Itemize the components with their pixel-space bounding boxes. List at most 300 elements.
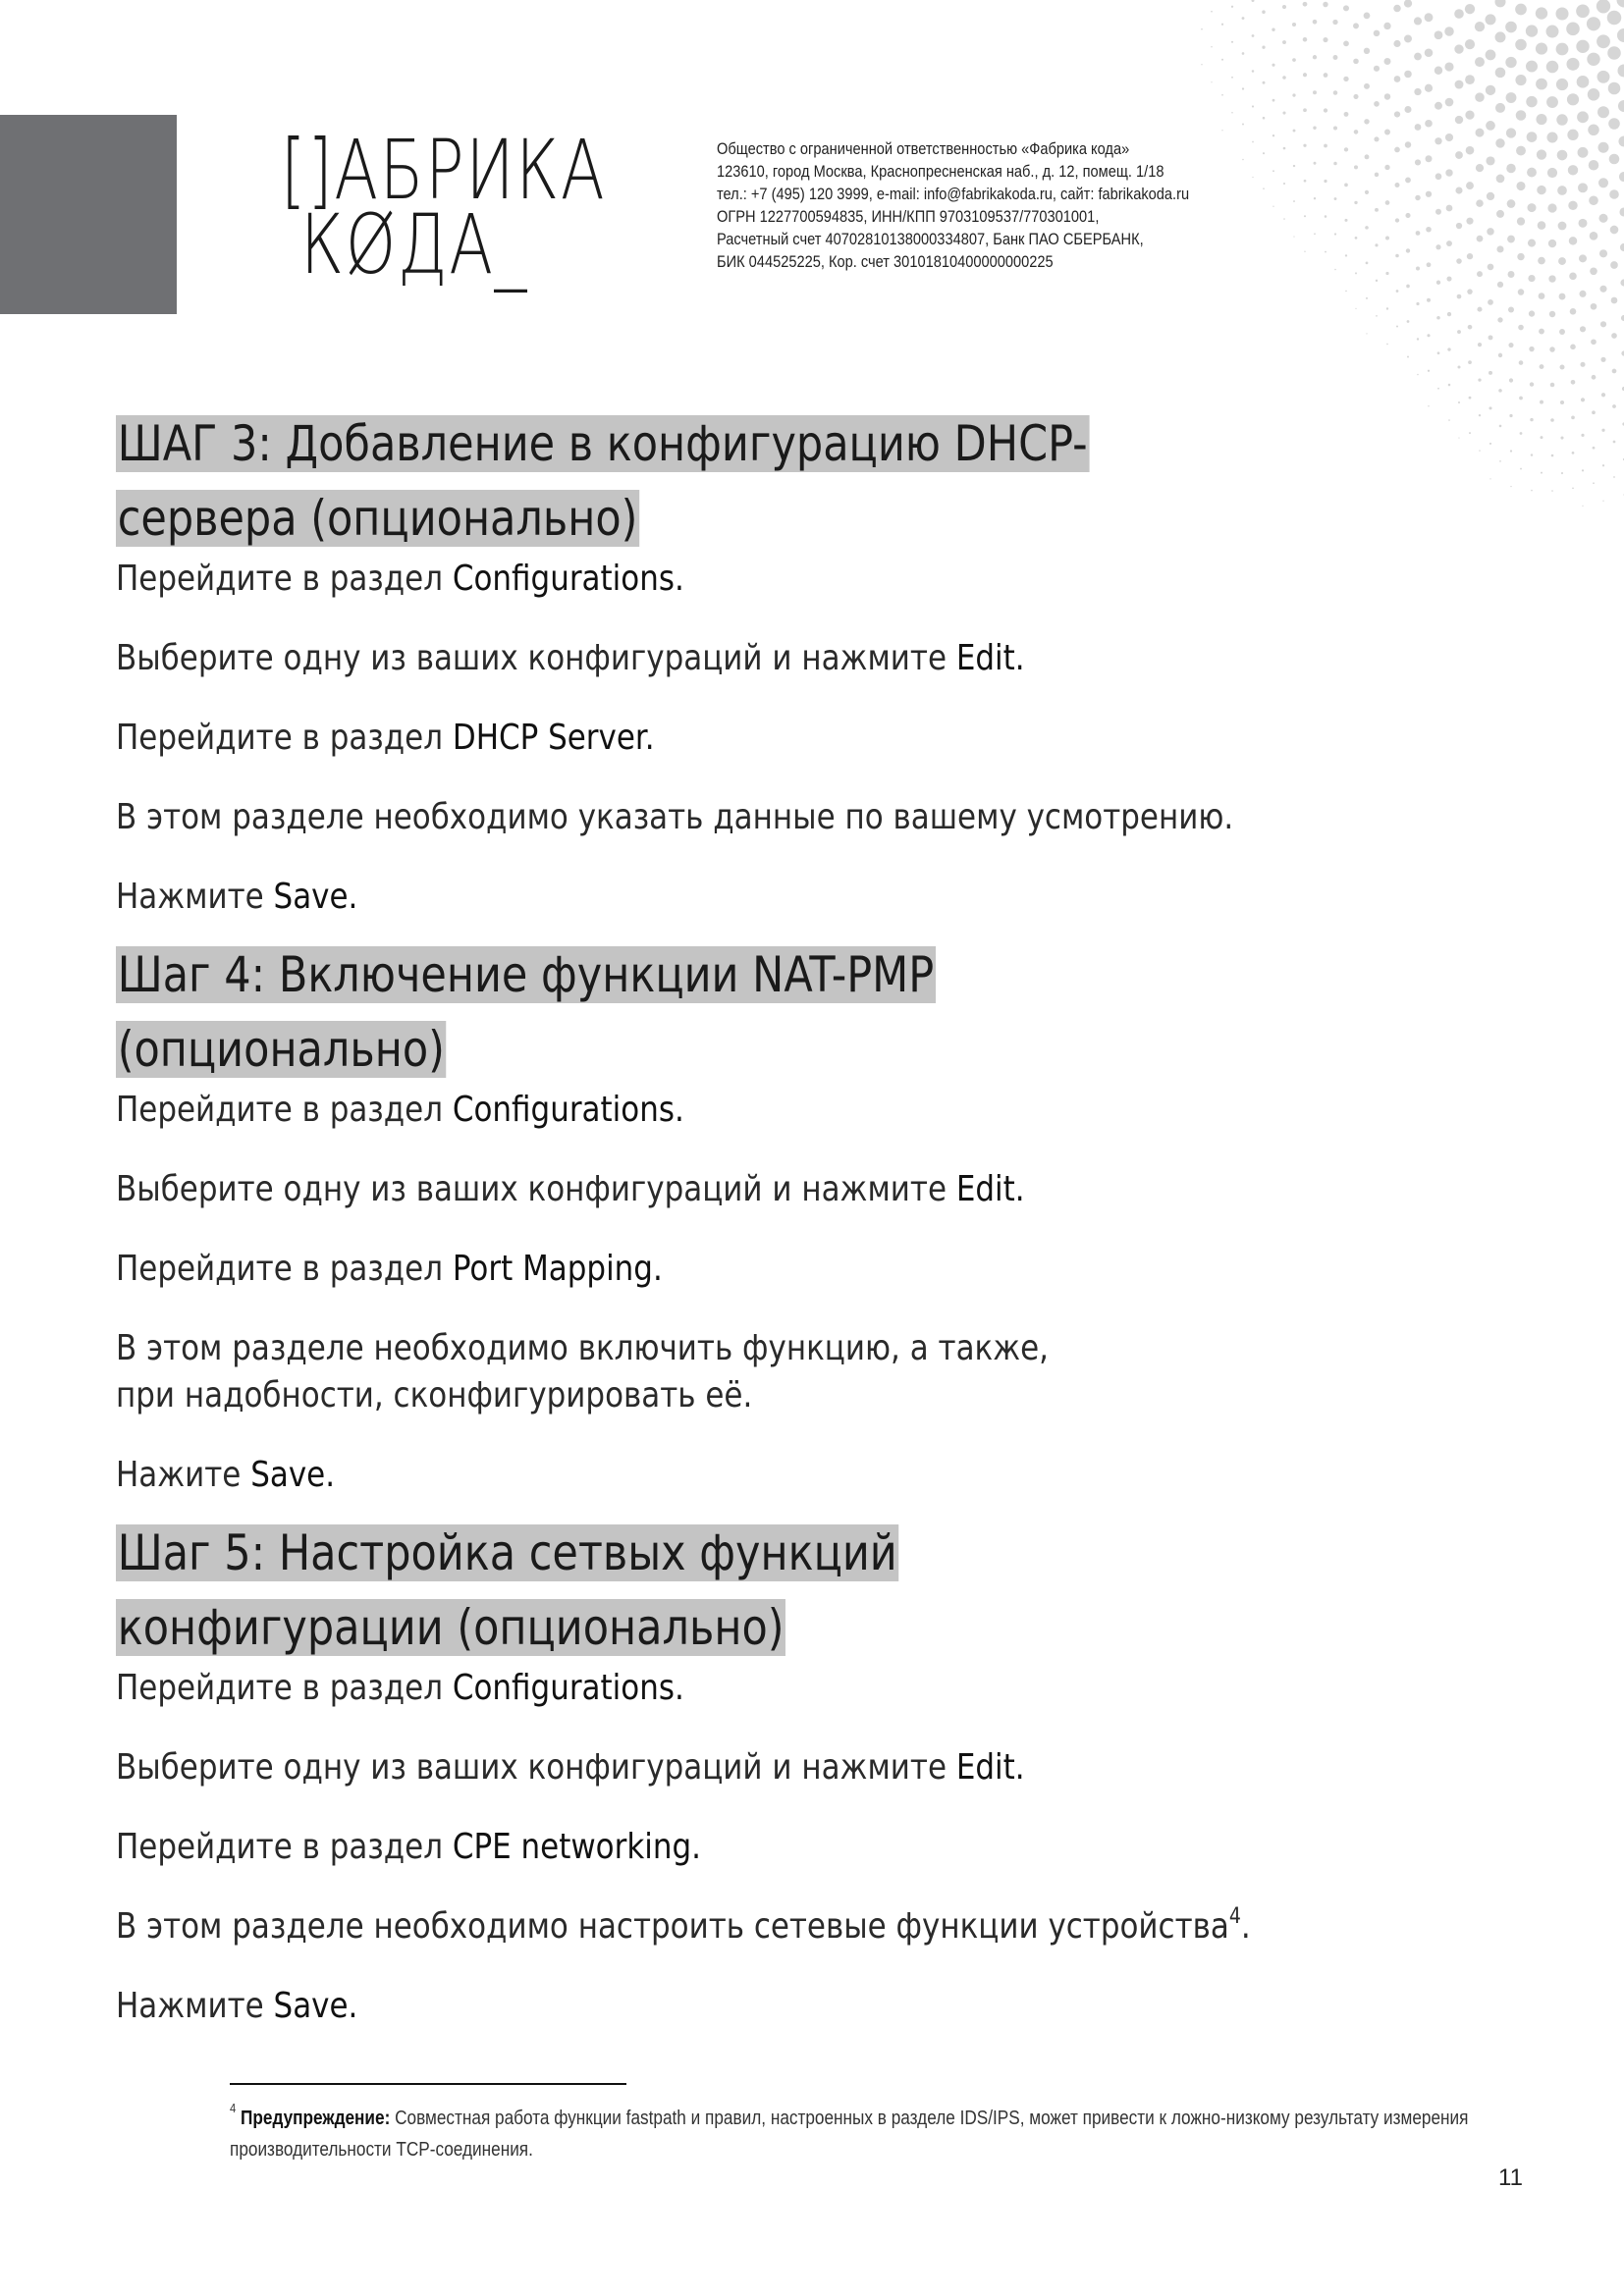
decoration-dot xyxy=(1576,40,1589,53)
instruction-text: Выберите одну из ваших конфигураций и нажмите xyxy=(116,1169,956,1209)
decoration-dot xyxy=(1416,302,1419,305)
decoration-dot xyxy=(1242,52,1245,55)
decoration-dot xyxy=(1425,48,1434,57)
decoration-dot xyxy=(1588,88,1599,100)
decoration-dot xyxy=(1497,317,1502,322)
company-line: ОГРН 1227700594835, ИНН/КПП 9703109537/770301001, xyxy=(717,207,1100,226)
decoration-dot xyxy=(1415,195,1420,200)
decoration-dot xyxy=(1546,96,1558,108)
instruction-text: Выберите одну из ваших конфигураций и нажмите xyxy=(116,1747,956,1788)
decoration-dot xyxy=(1385,272,1388,275)
decoration-dot xyxy=(1476,164,1484,172)
decoration-dot xyxy=(1537,186,1545,194)
decoration-dot xyxy=(1529,310,1535,316)
decoration-dot xyxy=(1231,112,1233,114)
decoration-dot xyxy=(1593,447,1596,450)
decoration-dot xyxy=(1375,243,1378,246)
decoration-dot xyxy=(1467,289,1472,294)
decoration-dot xyxy=(1396,325,1398,327)
decoration-dot xyxy=(1597,106,1609,118)
decoration-dot xyxy=(1436,281,1440,285)
decoration-dot xyxy=(1506,128,1516,137)
decoration-dot xyxy=(1528,240,1536,247)
decoration-dot xyxy=(1231,77,1233,79)
decoration-dot xyxy=(1272,99,1275,102)
decoration-dot xyxy=(1282,5,1286,9)
decoration-dot xyxy=(1384,130,1390,135)
decoration-dot xyxy=(1407,320,1410,323)
decoration-dot xyxy=(1519,397,1523,400)
decoration-dot xyxy=(1465,111,1474,120)
button-name: Edit. xyxy=(955,1169,1025,1209)
instruction-paragraph xyxy=(116,1665,1467,1712)
decoration-dot xyxy=(1478,343,1482,347)
decoration-dot xyxy=(1619,207,1624,216)
decoration-dot xyxy=(1578,183,1588,192)
decoration-dot xyxy=(1343,5,1349,11)
decoration-dot xyxy=(1560,400,1564,404)
decoration-dot xyxy=(1365,190,1369,194)
instruction-text: Нажмите xyxy=(116,877,274,917)
decoration-dot xyxy=(1569,273,1577,281)
decoration-dot xyxy=(1478,378,1481,381)
decoration-dot xyxy=(1455,187,1462,193)
decoration-dot xyxy=(1406,285,1410,289)
decoration-dot xyxy=(1516,146,1526,156)
header-gray-block xyxy=(0,115,177,314)
decoration-dot xyxy=(1597,142,1608,153)
decoration-dot xyxy=(1487,228,1494,236)
decoration-dot xyxy=(1231,41,1233,43)
decoration-dot xyxy=(1593,482,1595,484)
decoration-dot xyxy=(1252,0,1255,2)
decoration-dot xyxy=(1445,98,1454,107)
decoration-dot xyxy=(1527,132,1538,142)
decoration-dot xyxy=(1569,237,1578,245)
decoration-dot xyxy=(1437,388,1439,390)
decoration-dot xyxy=(1445,133,1453,141)
decoration-dot xyxy=(1374,66,1380,72)
section-heading-text: Шаг 5: Настройка сетвых функций конфигурации (опционально) xyxy=(117,1524,897,1656)
decoration-dot xyxy=(1609,154,1620,165)
decoration-dot xyxy=(1221,59,1223,61)
decoration-dot xyxy=(1428,370,1430,372)
decoration-dot xyxy=(1466,146,1475,155)
decoration-dot xyxy=(1272,27,1274,30)
decoration-dot xyxy=(1496,245,1503,252)
decoration-dot xyxy=(1579,291,1586,297)
decoration-dot xyxy=(1516,110,1527,121)
decoration-dot xyxy=(1458,366,1461,369)
decoration-dot xyxy=(1303,108,1307,112)
decoration-dot xyxy=(1404,0,1412,8)
decoration-dot xyxy=(1597,34,1610,48)
decoration-dot xyxy=(1303,37,1308,42)
decoration-dot xyxy=(1404,34,1412,42)
decoration-dot xyxy=(1323,2,1327,7)
decoration-dot xyxy=(1548,240,1556,247)
menu-item-name: Port Mapping. xyxy=(452,1249,663,1289)
decoration-dot xyxy=(1425,84,1433,92)
decoration-dot xyxy=(1386,344,1388,346)
decoration-dot xyxy=(1582,469,1584,471)
decoration-dot xyxy=(1505,57,1516,68)
decoration-dot xyxy=(1486,156,1494,165)
instruction-text-end: . xyxy=(1240,1906,1251,1947)
decoration-dot xyxy=(1541,436,1543,439)
decoration-dot xyxy=(1529,347,1534,351)
decoration-dot xyxy=(1546,133,1557,143)
decoration-dot xyxy=(1515,39,1527,51)
decoration-dot xyxy=(1506,164,1516,174)
decoration-dot xyxy=(1517,217,1525,225)
company-line: БИК 044525225, Кор. счет 30101810400000000225 xyxy=(717,252,1054,271)
decoration-dot xyxy=(1591,303,1597,310)
decoration-dot xyxy=(1447,312,1451,316)
button-name: Edit. xyxy=(955,638,1025,678)
decoration-dot xyxy=(1344,147,1348,151)
decoration-dot xyxy=(1559,329,1565,335)
decoration-dot xyxy=(1568,201,1577,210)
decoration-dot xyxy=(1427,262,1432,267)
decoration-dot xyxy=(1426,227,1432,233)
decoration-dot xyxy=(1263,81,1266,84)
decoration-dot xyxy=(1425,13,1434,22)
decoration-dot xyxy=(1598,214,1607,223)
decoration-dot xyxy=(1547,203,1556,212)
decoration-dot xyxy=(1496,210,1504,218)
instruction-paragraph xyxy=(116,1903,1467,1950)
instruction-text: Нажмите xyxy=(116,1986,274,2026)
decoration-dot xyxy=(1437,351,1440,354)
decoration-dot xyxy=(1345,254,1347,256)
decoration-dot xyxy=(1608,118,1620,130)
decoration-dot xyxy=(1558,257,1566,265)
decoration-dot xyxy=(1201,64,1202,65)
decoration-dot xyxy=(1579,219,1588,228)
decoration-dot xyxy=(1601,429,1604,432)
decoration-dot xyxy=(1384,93,1391,100)
instruction-paragraph xyxy=(116,1325,1078,1419)
company-line: 123610, город Москва, Краснопресненская наб., д. 12, помещ. 1/18 xyxy=(717,162,1164,181)
decoration-dot xyxy=(1334,269,1336,271)
decoration-dot xyxy=(1599,286,1606,293)
decoration-dot xyxy=(1447,347,1450,350)
footnote-reference[interactable]: 4 xyxy=(1228,1904,1241,1929)
decoration-dot xyxy=(1415,124,1422,131)
decoration-dot xyxy=(1345,291,1347,293)
decoration-dot xyxy=(1417,338,1419,340)
decoration-dot xyxy=(1610,261,1618,269)
decoration-dot xyxy=(1262,46,1265,49)
decoration-dot xyxy=(1475,22,1485,31)
decoration-dot xyxy=(1435,67,1442,75)
instruction-paragraph xyxy=(116,715,1467,762)
decoration-dot xyxy=(1376,315,1378,317)
decoration-dot xyxy=(1366,297,1368,299)
decoration-dot xyxy=(1365,154,1370,159)
decoration-dot xyxy=(1611,333,1617,339)
decoration-dot xyxy=(1303,2,1308,7)
decoration-dot xyxy=(1231,6,1233,8)
decoration-dot xyxy=(1435,137,1441,144)
decoration-dot xyxy=(1526,61,1538,73)
decoration-dot xyxy=(1343,77,1348,81)
decoration-dot xyxy=(1506,92,1517,103)
decoration-dot xyxy=(1581,398,1585,401)
decoration-dot xyxy=(1333,126,1337,130)
decoration-dot xyxy=(1519,360,1524,365)
decoration-dot xyxy=(1454,44,1463,53)
decoration-dot xyxy=(1354,201,1357,204)
decoration-dot xyxy=(1456,223,1462,229)
decoration-dot xyxy=(1507,199,1516,208)
decoration-dot xyxy=(1466,182,1474,189)
decoration-dot xyxy=(1353,23,1359,28)
decoration-dot xyxy=(1355,308,1356,309)
decoration-dot xyxy=(1571,415,1575,419)
decoration-dot xyxy=(1612,369,1617,374)
section-heading-text: ШАГ 3: Добавление в конфигурацию DHCP-сервера (опционально) xyxy=(117,415,1088,547)
instruction-paragraph xyxy=(116,1087,1467,1134)
instruction-paragraph xyxy=(116,1166,1467,1213)
decoration-dot xyxy=(1488,264,1494,271)
decoration-dot xyxy=(1592,410,1596,414)
decoration-dot xyxy=(1446,205,1453,212)
instruction-text: В этом разделе необходимо настроить сетевые функции устройства xyxy=(116,1906,1229,1947)
decoration-dot xyxy=(1602,501,1603,502)
decoration-dot xyxy=(1609,189,1619,199)
decoration-dot xyxy=(1508,271,1515,278)
decoration-dot xyxy=(1366,261,1369,264)
decoration-dot xyxy=(1566,58,1579,71)
decoration-dot xyxy=(1551,490,1553,492)
decoration-dot xyxy=(1540,364,1544,369)
decoration-dot xyxy=(1607,46,1621,60)
decoration-dot xyxy=(1531,454,1533,455)
decoration-dot xyxy=(1364,12,1371,19)
decoration-dot xyxy=(1375,173,1380,178)
decoration-dot xyxy=(1568,165,1578,175)
decoration-dot xyxy=(1444,62,1453,71)
decoration-dot xyxy=(1541,472,1543,474)
decoration-dot xyxy=(1577,76,1590,88)
decoration-dot xyxy=(1555,8,1568,21)
decoration-dot xyxy=(1559,365,1564,370)
decoration-dot xyxy=(1498,353,1502,357)
decoration-dot xyxy=(1465,75,1475,84)
menu-item-name: Configurations. xyxy=(452,559,684,599)
decoration-dot xyxy=(1386,307,1388,309)
decoration-dot xyxy=(1495,68,1506,79)
instruction-text: В этом разделе необходимо включить функцию, а также, при надобности, сконфигурировать её. xyxy=(116,1328,1050,1415)
instruction-paragraph xyxy=(116,635,1467,682)
instruction-text: Нажите xyxy=(116,1455,251,1495)
decoration-dot xyxy=(1613,441,1616,444)
decoration-dot xyxy=(1393,5,1400,12)
decoration-dot xyxy=(1546,26,1559,38)
decoration-dot xyxy=(1435,209,1441,215)
company-line: Расчетный счет 40702810138000334807, Банк ПАО СБЕРБАНК, xyxy=(717,230,1144,248)
decoration-dot xyxy=(1242,87,1244,89)
decoration-dot xyxy=(1538,221,1546,230)
decoration-dot xyxy=(1376,280,1378,282)
decoration-dot xyxy=(1435,244,1440,249)
decoration-dot xyxy=(1343,41,1349,47)
decoration-dot xyxy=(1324,108,1327,112)
decoration-dot xyxy=(1292,93,1295,96)
section-step-5 xyxy=(116,1516,1530,2030)
decoration-dot xyxy=(1374,101,1380,107)
decoration-dot xyxy=(1489,335,1493,340)
decoration-dot xyxy=(1405,178,1411,184)
decoration-dot xyxy=(1293,130,1296,133)
decoration-dot xyxy=(1530,382,1534,386)
decoration-dot xyxy=(1587,53,1599,66)
decoration-dot xyxy=(1383,23,1390,29)
decoration-dot xyxy=(1221,94,1223,96)
decoration-dot xyxy=(1608,82,1621,95)
decoration-dot xyxy=(1561,472,1563,474)
decoration-dot xyxy=(1582,506,1583,507)
decoration-dot xyxy=(1454,9,1464,19)
instruction-text: Выберите одну из ваших конфигураций и нажмите xyxy=(116,638,956,678)
decoration-dot xyxy=(1590,232,1598,240)
decoration-dot xyxy=(1313,90,1317,94)
decoration-dot xyxy=(1613,476,1615,478)
decoration-dot xyxy=(1426,191,1432,197)
decoration-dot xyxy=(1366,333,1367,334)
decoration-dot xyxy=(1597,0,1610,13)
decoration-dot xyxy=(1576,4,1590,18)
decoration-dot xyxy=(1456,258,1462,264)
footnote-text: Совместная работа функции fastpath и правил, настроенных в разделе IDS/IPS, может привести к ложно-низкому результату измерения производительности TCP-соединения. xyxy=(230,2108,1469,2161)
decoration-dot xyxy=(1581,434,1584,437)
decoration-dot xyxy=(1612,404,1616,408)
decoration-dot xyxy=(1475,92,1485,102)
decoration-dot xyxy=(1393,40,1400,47)
decoration-dot xyxy=(1323,37,1327,42)
decoration-dot xyxy=(1497,282,1503,288)
decoration-dot xyxy=(1292,58,1296,62)
decoration-dot xyxy=(1495,138,1504,147)
decoration-dot xyxy=(1354,130,1359,134)
decoration-dot xyxy=(1550,418,1554,422)
decoration-dot xyxy=(1536,79,1547,90)
decoration-dot xyxy=(1597,71,1610,83)
company-line: Общество с ограниченной ответственностью «Фабрика кода» xyxy=(717,139,1130,158)
section-heading xyxy=(116,1516,1214,1665)
decoration-dot xyxy=(1550,383,1555,388)
decoration-dot xyxy=(1455,116,1463,124)
decoration-dot xyxy=(1572,452,1575,454)
decoration-dot xyxy=(1354,165,1358,169)
logo-line-2: КØДА_ xyxy=(300,196,528,293)
decoration-dot xyxy=(1435,30,1443,39)
decoration-dot xyxy=(1374,136,1379,141)
decoration-dot xyxy=(1487,192,1494,200)
decoration-dot xyxy=(1385,237,1389,240)
instruction-paragraph xyxy=(116,1824,1467,1871)
section-step-4 xyxy=(116,937,1530,1499)
decoration-dot xyxy=(1578,147,1589,158)
decoration-dot xyxy=(1489,371,1492,375)
decoration-dot xyxy=(1549,311,1555,317)
decoration-dot xyxy=(1414,88,1421,95)
decoration-dot xyxy=(1394,183,1399,187)
decoration-dot xyxy=(1221,130,1222,131)
decoration-dot xyxy=(1404,71,1412,79)
decoration-dot xyxy=(1588,125,1599,136)
instruction-text: Перейдите в раздел xyxy=(116,1090,453,1130)
decoration-dot xyxy=(1579,254,1587,262)
decoration-dot xyxy=(1201,28,1203,30)
decoration-dot xyxy=(1313,55,1317,59)
decoration-dot xyxy=(1435,173,1442,180)
document-body xyxy=(116,406,1530,2062)
decoration-dot xyxy=(1313,126,1316,129)
decoration-dot xyxy=(1517,253,1524,260)
decoration-dot xyxy=(1465,4,1475,14)
decoration-dot xyxy=(1507,236,1515,243)
decoration-dot xyxy=(1518,289,1525,295)
menu-item-name: CPE networking. xyxy=(452,1827,702,1867)
decoration-dot xyxy=(1344,112,1349,117)
decoration-dot xyxy=(1334,233,1336,235)
decoration-dot xyxy=(1607,11,1622,26)
decoration-dot xyxy=(1486,85,1495,95)
decoration-dot xyxy=(1495,103,1505,113)
decoration-dot xyxy=(1570,308,1577,315)
decoration-dot xyxy=(1465,39,1475,49)
decoration-dot xyxy=(1364,119,1369,124)
decoration-dot xyxy=(1375,208,1379,212)
decoration-dot xyxy=(1446,240,1452,246)
decoration-dot xyxy=(1611,297,1618,304)
button-name: Save. xyxy=(273,877,358,917)
decoration-dot xyxy=(1252,34,1255,37)
instruction-text: Перейдите в раздел xyxy=(116,1249,453,1289)
decoration-dot xyxy=(1556,43,1569,56)
decoration-dot xyxy=(1531,490,1533,492)
decoration-dot xyxy=(1559,294,1566,300)
decoration-dot xyxy=(1333,90,1338,95)
decoration-dot xyxy=(1526,25,1538,36)
decoration-dot xyxy=(1476,129,1485,137)
decoration-dot xyxy=(1536,7,1547,19)
decoration-dot xyxy=(1446,276,1451,281)
decoration-dot xyxy=(1466,218,1473,225)
section-heading-text: Шаг 4: Включение функции NAT-PMP (опционально) xyxy=(117,946,935,1078)
decoration-dot xyxy=(1556,114,1567,125)
decoration-dot xyxy=(1527,168,1537,178)
decoration-dot xyxy=(1426,155,1433,162)
instruction-paragraph xyxy=(116,1983,1467,2030)
decoration-dot xyxy=(1355,272,1357,274)
decoration-dot xyxy=(1355,237,1358,240)
decoration-dot xyxy=(1252,105,1254,107)
decoration-dot xyxy=(1551,454,1554,457)
decoration-dot xyxy=(1589,195,1598,205)
decoration-dot xyxy=(1415,159,1421,165)
decoration-dot xyxy=(1303,73,1307,77)
footnote-label: Предупреждение: xyxy=(241,2108,391,2129)
decoration-dot xyxy=(1508,306,1514,312)
decoration-dot xyxy=(1558,222,1567,231)
decoration-dot xyxy=(1334,197,1337,200)
decoration-dot xyxy=(1590,267,1597,275)
decoration-dot xyxy=(1435,102,1442,110)
